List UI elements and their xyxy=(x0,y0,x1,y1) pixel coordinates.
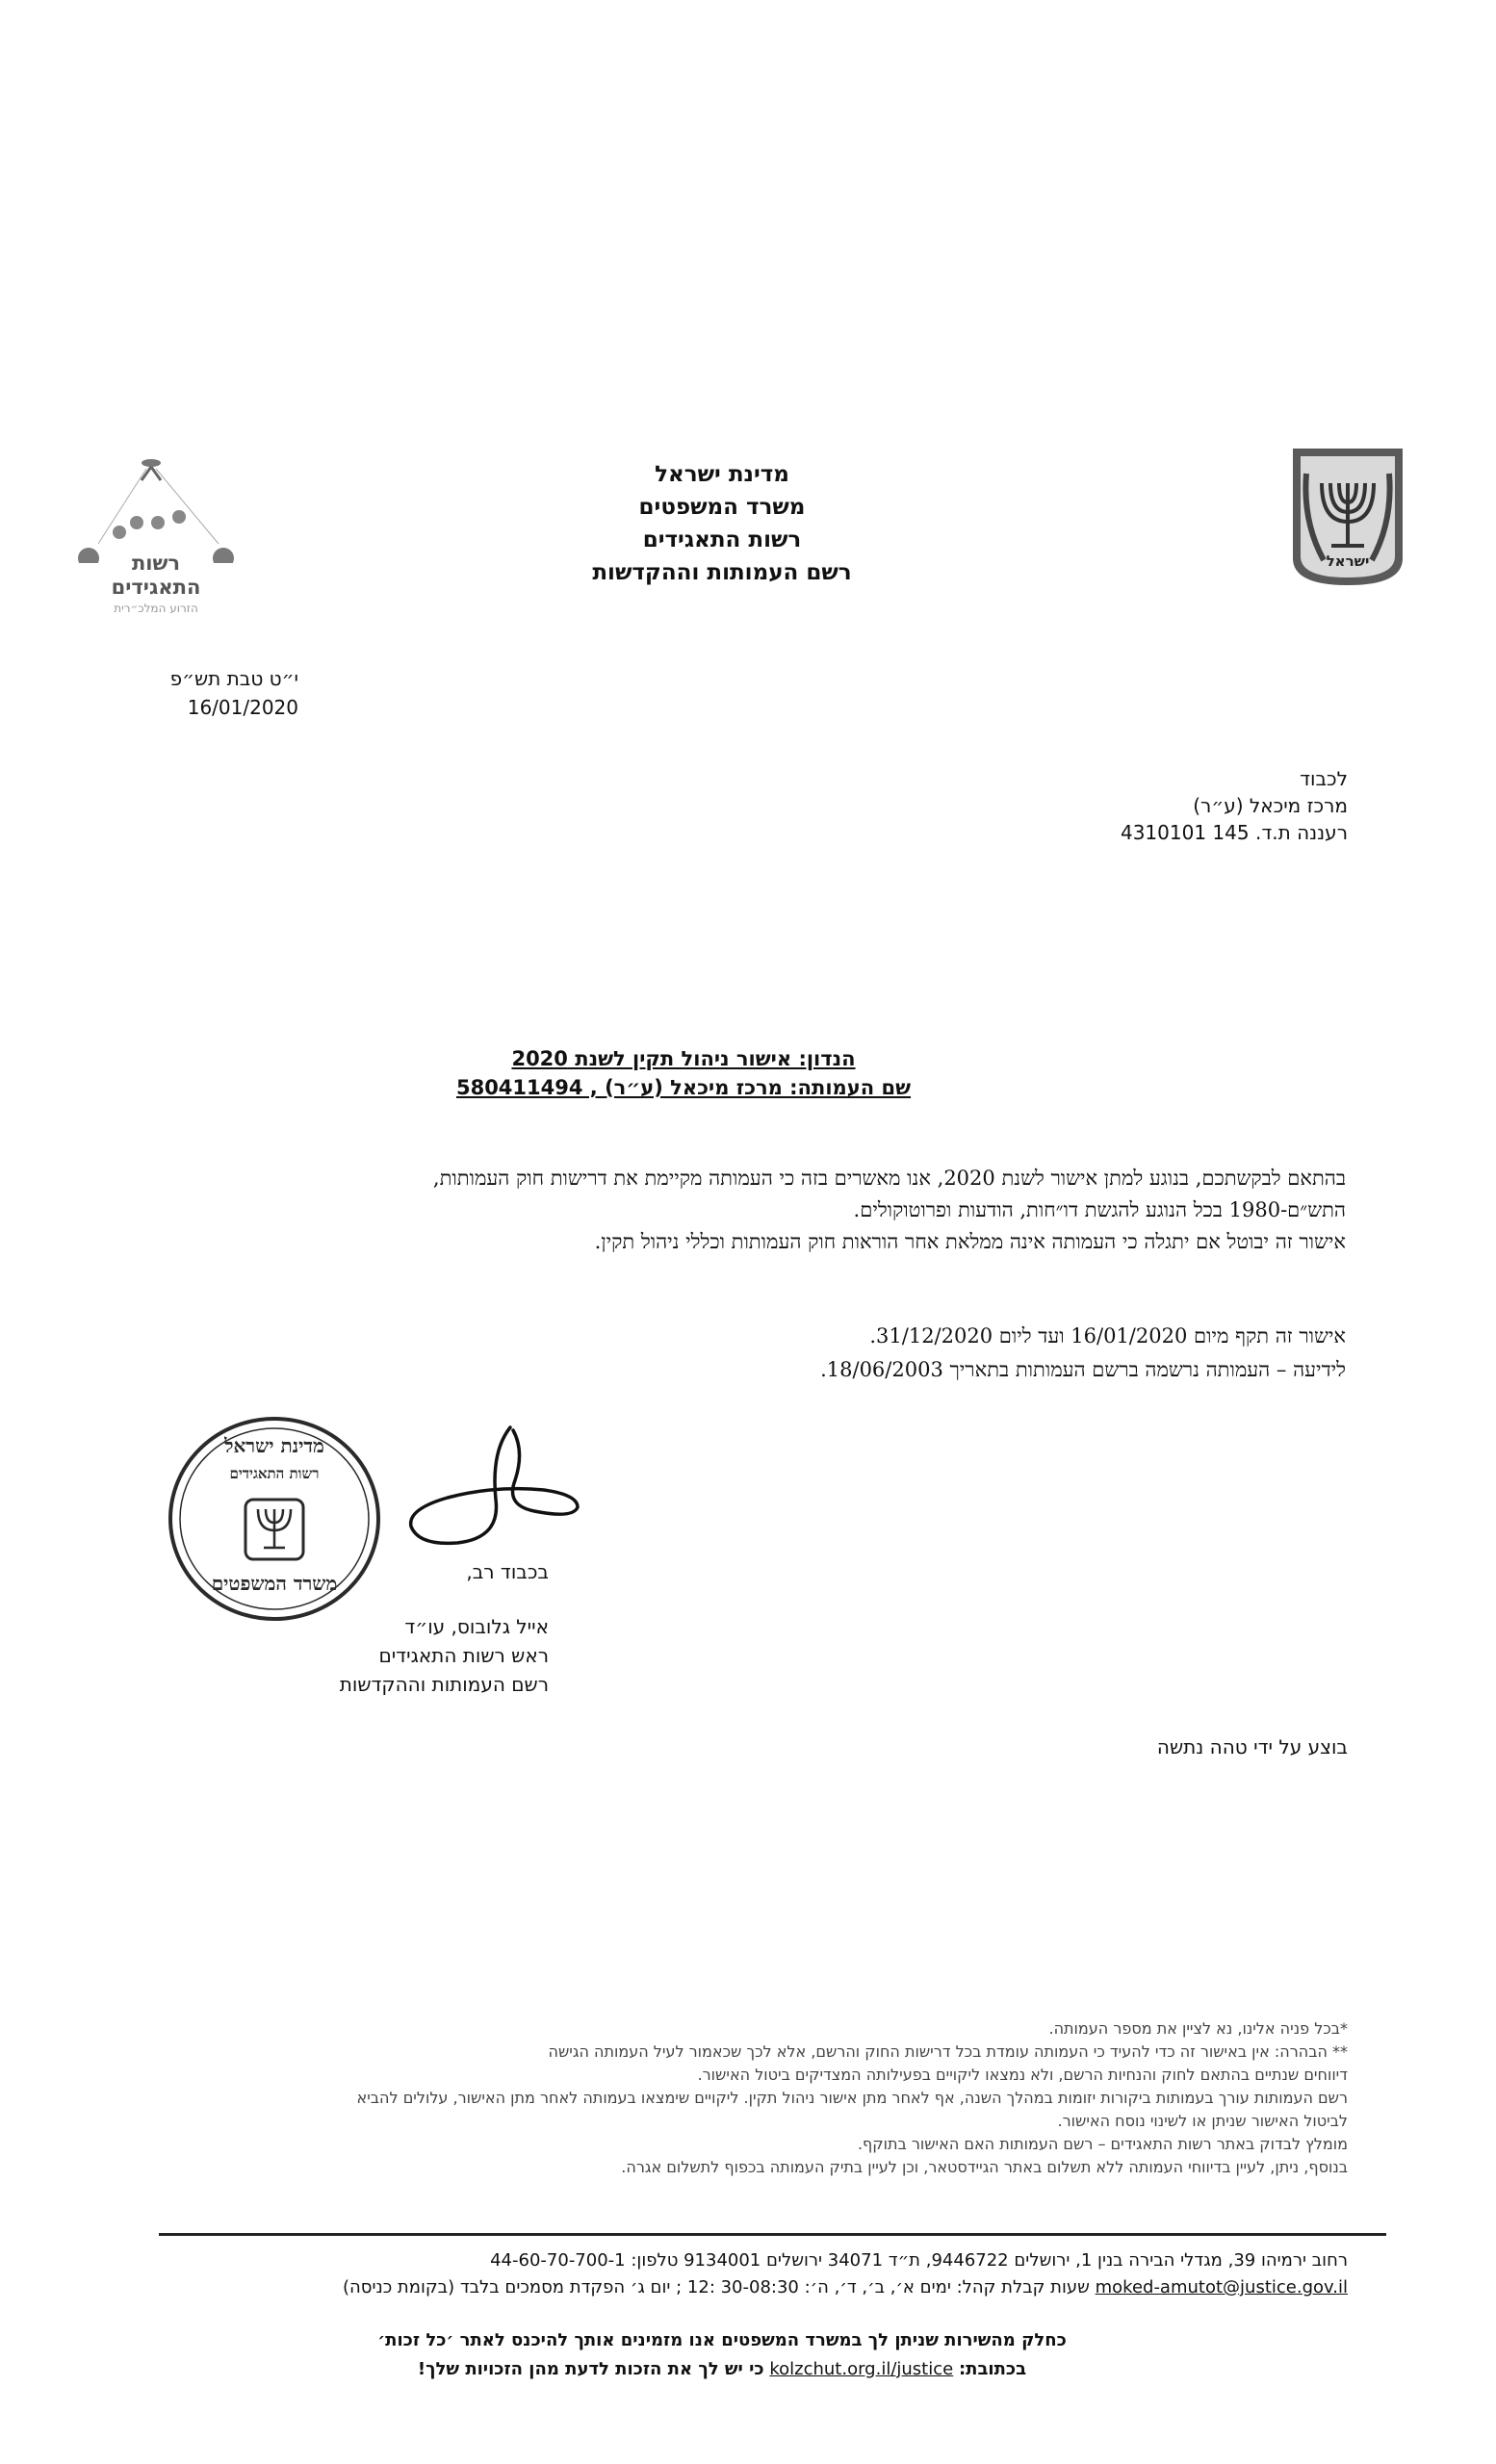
signature-scribble-icon xyxy=(400,1423,592,1567)
recipient-block xyxy=(963,765,1348,846)
logo-text-line2: התאגידים xyxy=(111,576,201,599)
letterhead-line-state: מדינת ישראל xyxy=(655,462,789,487)
footer-divider xyxy=(159,2233,1386,2236)
footnote-4: רשם העמותות עורך בעמותות ביקורות יזומות במהלך השנה, אף לאחר מתן אישור ניהול תקין. ליקויים שימצאו בעמותה לאחר מתן האישור, עלולים להביא xyxy=(356,2089,1348,2107)
logo-subtext: הזרוע המלכ״רית xyxy=(114,602,198,615)
body-paragraph-3: אישור זה יבוטל אם יתגלה כי העמותה אינה ממלאת אחר הוראות חוק העמותות וכללי ניהול תקין. xyxy=(594,1230,1346,1253)
logo-text-line1: רשות xyxy=(131,552,181,575)
signer-block xyxy=(241,1612,549,1699)
footnote-3: דיווחים שנתיים בהתאם לחוק והנחיות הרשם, ולא נמצאו ליקויים בפעילותה המצדיקים ביטול האישור. xyxy=(697,2066,1348,2084)
footnote-6: מומלץ לבדוק באתר רשות התאגידים – רשם העמותות האם האישור בתוקף. xyxy=(857,2135,1348,2153)
footer-hours: שעות קבלת קהל: ימים א׳, ב׳, ד׳, ה׳: 30-08:30 :12 ; יום ג׳ הפקדת מסמכים בלבד (בקומת כניסה) xyxy=(343,2277,1090,2297)
gregorian-date: 16/01/2020 xyxy=(187,696,298,719)
stamp-text-bottom: משרד המשפטים xyxy=(211,1572,338,1595)
recipient-address: רעננה ת.ד. 145 4310101 xyxy=(1120,821,1348,844)
kolzchut-line-1: כחלק מהשירות שניתן לך במשרד המשפטים אנו מזמינים אותך להיכנס לאתר ׳כל זכות׳ xyxy=(377,2330,1067,2350)
date-block xyxy=(96,664,298,722)
closing-text: בכבוד רב, xyxy=(466,1560,549,1583)
stamp-text-top: מדינת ישראל xyxy=(224,1434,324,1457)
recipient-salutation: לכבוד xyxy=(1300,767,1348,790)
emblem-text: ישראל xyxy=(1326,552,1370,570)
recipient-name: מרכז מיכאל (ע״ר) xyxy=(1193,794,1348,817)
official-stamp xyxy=(164,1413,385,1625)
subject-line-2: שם העמותה: מרכז מיכאל (ע״ר) , 580411494 xyxy=(455,1076,912,1099)
kolzchut-line-2 xyxy=(289,2356,1155,2383)
signer-name: אייל גלובוס, עו״ד xyxy=(404,1615,549,1638)
footnote-2: ** הבהרה: אין באישור זה כדי להעיד כי העמותה עומדת בכל דרישות החוק והרשם, אלא לכך שכאמור לעיל העמותה הגישה xyxy=(548,2042,1348,2061)
letterhead xyxy=(501,458,943,589)
signature-block xyxy=(241,1557,549,1586)
validity-text: אישור זה תקף מיום 16/01/2020 ועד ליום 31/12/2020. xyxy=(869,1324,1346,1348)
footer-hours-line xyxy=(193,2274,1348,2301)
body-paragraph-2: התש״ם-1980 בכל הנוגע להגשת דו״חות, הודעות ופרוטוקולים. xyxy=(853,1198,1346,1221)
state-emblem xyxy=(1285,445,1410,589)
executed-by: בוצע על ידי טהה נתשה xyxy=(1156,1735,1348,1758)
body-paragraphs xyxy=(116,1163,1346,1258)
signer-title-2: רשם העמותות וההקדשות xyxy=(339,1673,549,1696)
letterhead-line-registrar: רשם העמותות וההקדשות xyxy=(592,560,852,585)
footnote-7: בנוסף, ניתן, לעיין בדיווחי העמותה ללא תשלום באתר הגיידסטאר, וכן לעיין בתיק העמותה בכפוף לתשלום אגרה. xyxy=(621,2158,1348,2176)
registration-text: לידיעה – העמותה נרשמה ברשם העמותות בתאריך 18/06/2003. xyxy=(820,1358,1346,1381)
corporations-logo-icon xyxy=(60,448,252,563)
corporations-authority-logo xyxy=(60,448,252,621)
kolzchut-link[interactable]: kolzchut.org.il/justice xyxy=(769,2359,954,2379)
footer-email-link[interactable]: moked-amutot@justice.gov.il xyxy=(1095,2277,1348,2297)
stamp-text-middle: רשות התאגידים xyxy=(229,1465,320,1482)
signer-title-1: ראש רשות התאגידים xyxy=(378,1644,549,1667)
footnote-1: *בכל פניה אלינו, נא לציין את מספר העמותה. xyxy=(1048,2019,1348,2038)
footer-address: רחוב ירמיהו 39, מגדלי הבירה בנין 1, ירושלים 9446722, ת״ד 34071 ירושלים 9134001 טלפון: 44-60-70-700-1 xyxy=(490,2250,1348,2271)
footnote-5: לביטול האישור שניתן או לשינוי נוסח האישור. xyxy=(1057,2112,1348,2130)
hebrew-date: י״ט טבת תש״פ xyxy=(169,667,298,690)
footnotes xyxy=(96,2017,1348,2179)
letterhead-line-authority: רשות התאגידים xyxy=(642,527,802,552)
kolzchut-label: בכתובת: xyxy=(958,2359,1027,2379)
subject-line-1: הנדון: אישור ניהול תקין לשנת 2020 xyxy=(511,1047,856,1070)
kolzchut-tail: כי יש לך את הזכות לדעת מהן הזכויות שלך! xyxy=(417,2359,764,2379)
letterhead-line-ministry: משרד המשפטים xyxy=(638,495,806,520)
body-paragraph-1: בהתאם לבקשתכם, בנוגע למתן אישור לשנת 2020, אנו מאשרים בזה כי העמותה מקיימת את דרישות חוק העמותות, xyxy=(432,1167,1346,1190)
handwritten-signature xyxy=(400,1423,592,1567)
